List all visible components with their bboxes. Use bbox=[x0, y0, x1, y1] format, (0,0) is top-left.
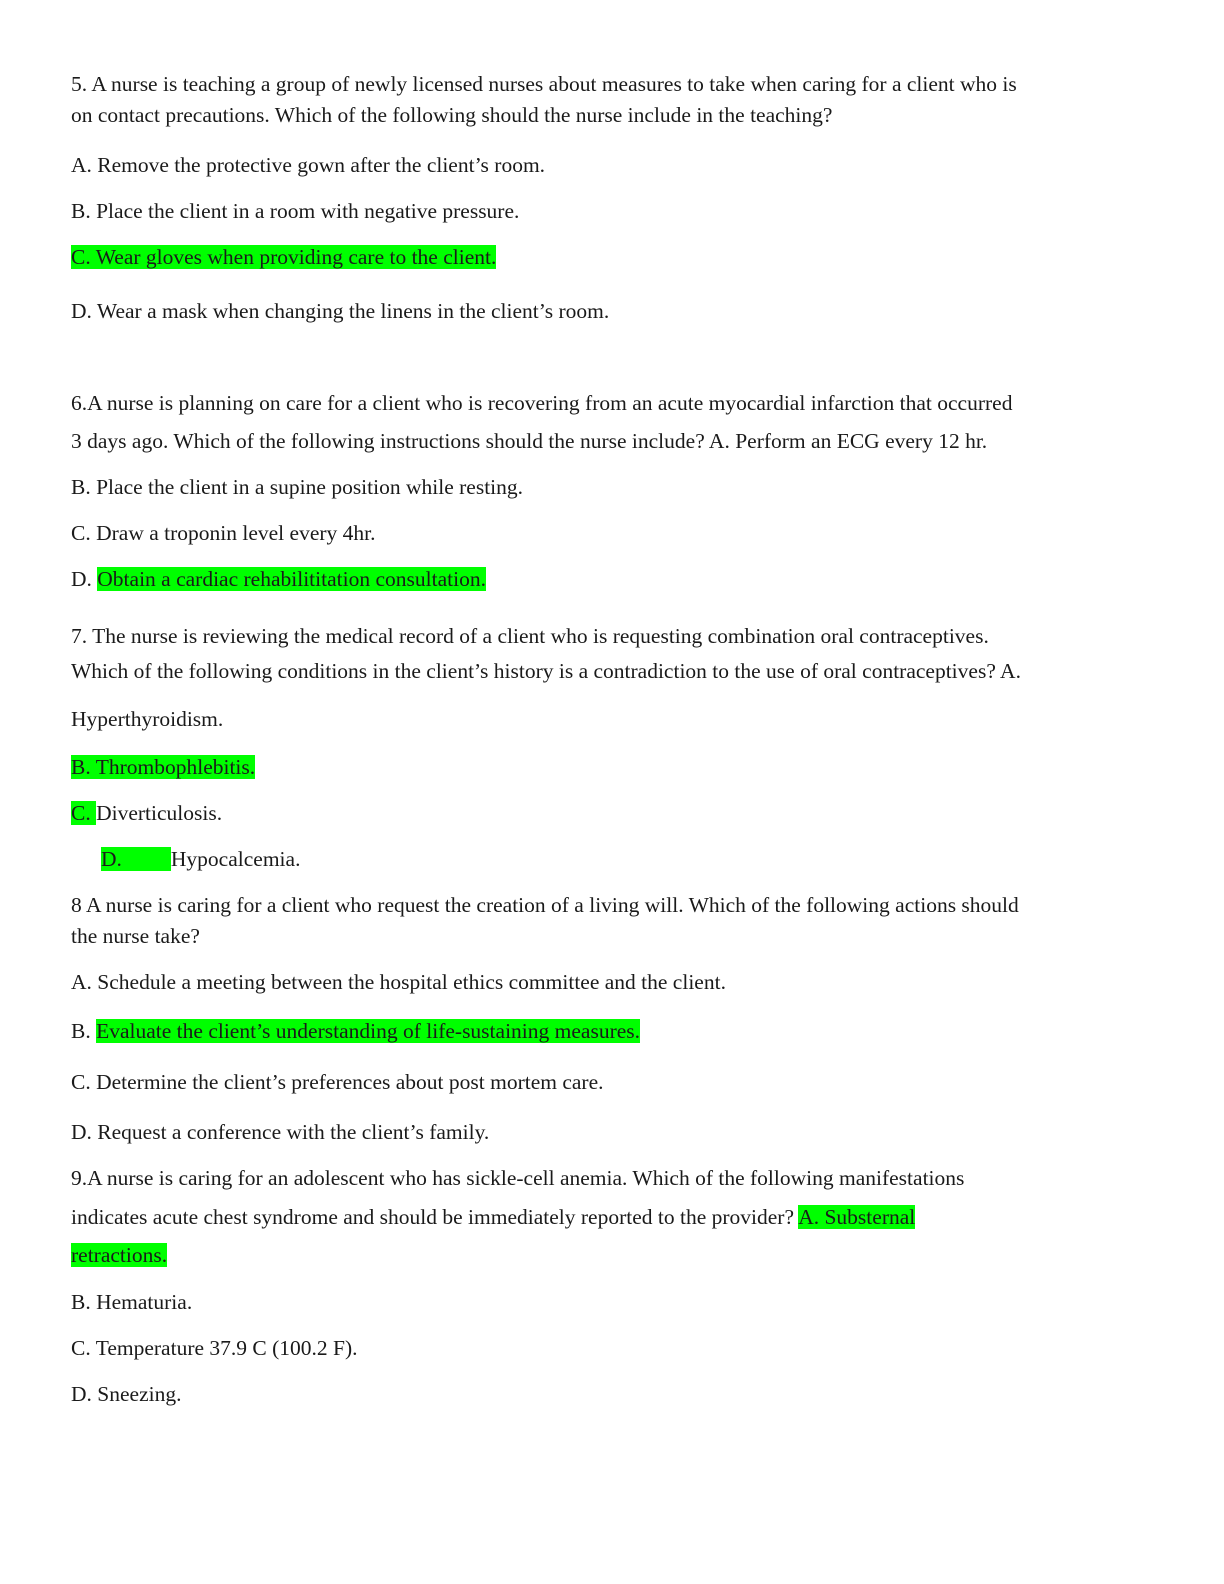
q9-option-a-line-2 bbox=[71, 1242, 167, 1268]
q6-stem-line-1: 6.A nurse is planning on care for a client who is recovering from an acute myocardial infarction that occurred bbox=[71, 391, 1013, 415]
q6-option-d-prefix: D. bbox=[71, 567, 98, 591]
q7-option-c bbox=[71, 800, 222, 826]
q8-option-d: D. Request a conference with the client’s family. bbox=[71, 1120, 490, 1144]
q5-option-c-highlight: C. Wear gloves when providing care to the client. bbox=[71, 245, 497, 269]
q8-option-b-highlight: Evaluate the client’s understanding of life-sustaining measures. bbox=[96, 1019, 641, 1043]
q7-option-c-prefix-highlight: C. bbox=[71, 801, 97, 825]
q7-option-d-text: Hypocalcemia. bbox=[170, 847, 301, 871]
q5-stem-line-2: on contact precautions. Which of the following should the nurse include in the teaching? bbox=[71, 103, 833, 127]
q8-option-a: A. Schedule a meeting between the hospital ethics committee and the client. bbox=[71, 970, 726, 994]
q6-option-b: B. Place the client in a supine position while resting. bbox=[71, 475, 524, 499]
q6-option-d-highlight: Obtain a cardiac rehabilititation consultation. bbox=[97, 567, 486, 591]
q9-option-a-highlight-part-1: A. Substernal bbox=[798, 1205, 916, 1229]
q5-option-a: A. Remove the protective gown after the client’s room. bbox=[71, 153, 546, 177]
q8-stem-line-1: 8 A nurse is caring for a client who request the creation of a living will. Which of the following actions should bbox=[71, 893, 1019, 917]
q9-stem-line-2 bbox=[71, 1204, 915, 1230]
q5-option-b: B. Place the client in a room with negative pressure. bbox=[71, 199, 520, 223]
q5-option-c bbox=[71, 244, 496, 270]
q6-option-c: C. Draw a troponin level every 4hr. bbox=[71, 521, 376, 545]
q7-stem-line-1: 7. The nurse is reviewing the medical record of a client who is requesting combination oral contraceptives. bbox=[71, 624, 989, 648]
q7-option-d bbox=[101, 846, 300, 872]
q9-option-b: B. Hematuria. bbox=[71, 1290, 193, 1314]
q7-option-b-highlight: B. Thrombophlebitis. bbox=[71, 755, 256, 779]
q7-stem-line-3: Hyperthyroidism. bbox=[71, 707, 224, 731]
q7-stem-line-2: Which of the following conditions in the client’s history is a contradiction to the use of oral contraceptives? A. bbox=[71, 659, 1021, 683]
q8-option-b bbox=[71, 1018, 640, 1044]
q7-option-d-prefix-highlight: D. bbox=[101, 847, 171, 871]
q8-stem-line-2: the nurse take? bbox=[71, 924, 200, 948]
q9-option-a-highlight-part-2: retractions. bbox=[71, 1243, 168, 1267]
q9-option-d: D. Sneezing. bbox=[71, 1382, 182, 1406]
q6-option-d bbox=[71, 566, 486, 592]
q7-option-b bbox=[71, 754, 255, 780]
q5-stem-line-1: 5. A nurse is teaching a group of newly licensed nurses about measures to take when caring for a client who is bbox=[71, 72, 1017, 96]
q7-option-c-text: Diverticulosis. bbox=[96, 801, 223, 825]
q9-stem-line-2-text: indicates acute chest syndrome and should be immediately reported to the provider? bbox=[71, 1205, 799, 1229]
q9-stem-line-1: 9.A nurse is caring for an adolescent who has sickle-cell anemia. Which of the following manifestations bbox=[71, 1166, 965, 1190]
q8-option-c: C. Determine the client’s preferences about post mortem care. bbox=[71, 1070, 604, 1094]
q6-stem-line-2: 3 days ago. Which of the following instructions should the nurse include? A. Perform an ECG every 12 hr. bbox=[71, 429, 988, 453]
q9-option-c: C. Temperature 37.9 C (100.2 F). bbox=[71, 1336, 358, 1360]
q8-option-b-prefix: B. bbox=[71, 1019, 97, 1043]
q5-option-d: D. Wear a mask when changing the linens in the client’s room. bbox=[71, 299, 610, 323]
